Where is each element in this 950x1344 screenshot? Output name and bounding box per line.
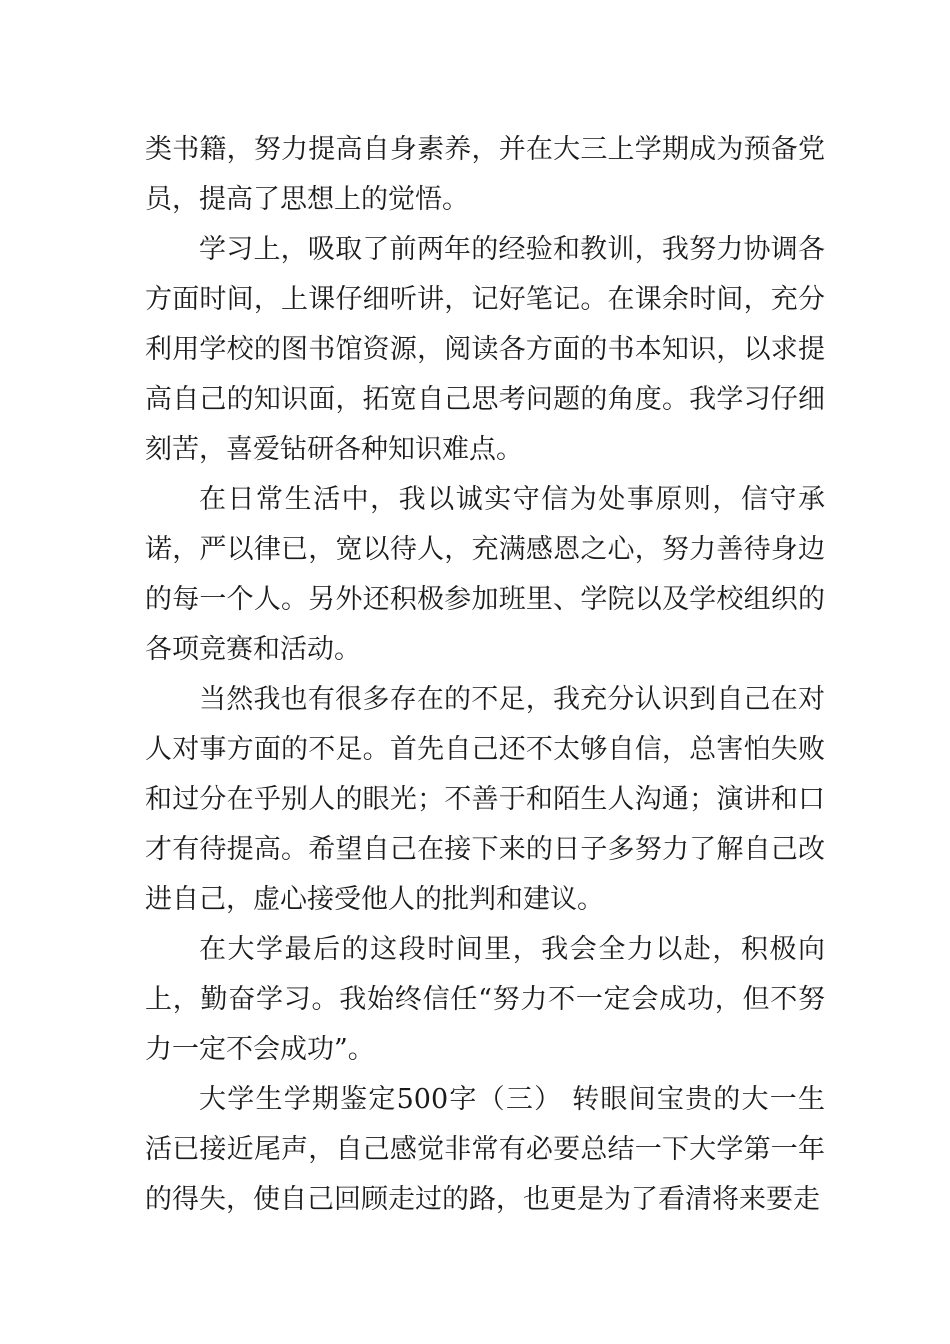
paragraph-final-time: 在大学最后的这段时间里，我会全力以赴，积极向上，勤奋学习。我始终信任“努力不一定会成功，但不努力一定不会成功”。	[145, 934, 825, 1065]
paragraph-shortcomings: 当然我也有很多存在的不足，我充分认识到自己在对人对事方面的不足。首先自己还不太够自信，总害怕失败和过分在乎别人的眼光；不善于和陌生人沟通；演讲和口才有待提高。希望自己在接下来的日子多努力了解自己改进自己，虚心接受他人的批判和建议。	[145, 684, 825, 915]
paragraph-section-three	[145, 1075, 825, 1225]
paragraph-daily-life: 在日常生活中，我以诚实守信为处事原则，信守承诺，严以律已，宽以待人，充满感恩之心，努力善待身边的每一个人。另外还积极参加班里、学院以及学校组织的各项竞赛和活动。	[145, 484, 825, 665]
section-heading: 大学生学期鉴定500字（三）	[199, 1084, 563, 1115]
section-text: 转眼间宝贵的大一生活已接近尾声，自己感觉非常有必要总结一下大学第一年的得失，使自己回顾走过的路，也更是为了看清将来要走	[145, 1084, 825, 1215]
section-spacer	[562, 1084, 572, 1115]
paragraph-continuation: 类书籍，努力提高自身素养，并在大三上学期成为预备党员，提高了思想上的觉悟。	[145, 134, 825, 215]
document-body	[145, 125, 825, 1225]
paragraph-study: 学习上，吸取了前两年的经验和教训，我努力协调各方面时间，上课仔细听讲，记好笔记。在课余时间，充分利用学校的图书馆资源，阅读各方面的书本知识，以求提高自己的知识面，拓宽自己思考问题的角度。我学习仔细刻苦，喜爱钻研各种知识难点。	[145, 234, 825, 465]
